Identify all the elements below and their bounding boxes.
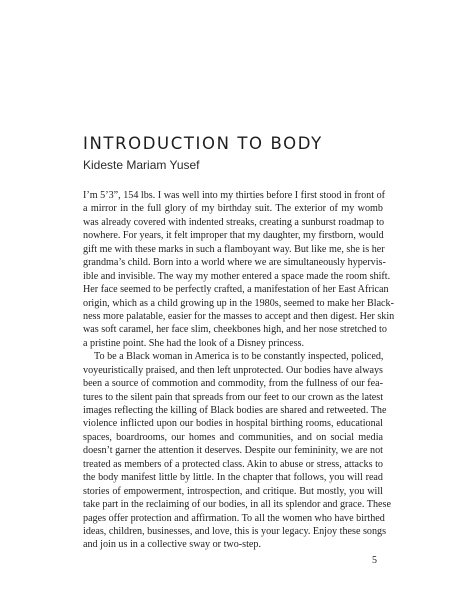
paragraph-line: doesn’t garner the attention it deserves. Despite our femininity, we are not — [83, 445, 383, 457]
paragraph-line: a pristine point. She had the look of a Disney princess. — [83, 337, 305, 349]
chapter-author: Kideste Mariam Yusef — [83, 158, 200, 172]
paragraph-line: take part in the reclaiming of our bodies, in all its splendor and grace. These — [83, 499, 391, 511]
paragraph-line: stories of empowerment, introspection, and critique. But mostly, you will — [83, 485, 383, 497]
paragraph-line: and join us in a collective sway or two-step. — [83, 539, 261, 551]
paragraph-line: been a source of commotion and commodity, from the fullness of our fea- — [83, 378, 383, 390]
paragraph-line: violence inflicted upon our bodies in hospital birthing rooms, educational — [83, 418, 383, 430]
paragraph-line: was already covered with indented streaks, creating a sunburst roadmap to — [83, 216, 385, 228]
paragraph-line: ness more palatable, easier for the masses to accept and then digest. Her skin — [83, 310, 395, 322]
paragraph-line: nowhere. For years, it felt improper that my daughter, my firstborn, would — [83, 230, 384, 242]
paragraph-line: To be a Black woman in America is to be constantly inspected, policed, — [94, 351, 384, 363]
paragraph-line: gift me with these marks in such a flamboyant way. But like me, she is her — [83, 243, 385, 255]
paragraph-line: I’m 5’3”, 154 lbs. I was well into my thirties before I first stood in front of — [83, 190, 386, 201]
paragraph-line: spaces, boardrooms, our homes and communities, and on social media — [83, 431, 383, 443]
page-number: 5 — [372, 555, 377, 566]
paragraph-line: the body manifest little by little. In the chapter that follows, you will read — [83, 472, 383, 484]
paragraph-line: origin, which as a child growing up in the 1980s, seemed to make her Black- — [83, 297, 394, 309]
paragraph-line: pages offer protection and affirmation. To all the women who have birthed — [83, 512, 385, 524]
paragraph-line: grandma’s child. Born into a world where we are simultaneously hypervis- — [83, 257, 386, 269]
paragraph-line: was soft caramel, her face slim, cheekbones high, and her nose stretched to — [83, 324, 387, 336]
paragraph-line: ideas, children, businesses, and love, this is your legacy. Enjoy these songs — [83, 525, 387, 537]
paragraph-line: ible and invisible. The way my mother entered a space made the room shift. — [83, 270, 391, 282]
paragraph-line: tures to the silent pain that spreads from our feet to our crown as the latest — [83, 391, 384, 403]
body-text — [83, 189, 395, 552]
paragraph-line: voyeuristically praised, and then left unprotected. Our bodies have always — [83, 364, 383, 376]
paragraph-line: images reflecting the killing of Black bodies are shared and retweeted. The — [83, 405, 387, 416]
paragraph-line: a mirror in the full glory of my birthday suit. The exterior of my womb — [83, 203, 383, 215]
chapter-title: INTRODUCTION TO BODY — [83, 134, 323, 153]
paragraph-line: Her face seemed to be perfectly crafted, a manifestation of her East African — [83, 284, 389, 296]
paragraph-line: treated as members of a protected class. Akin to abuse or stress, attacks to — [83, 458, 383, 470]
